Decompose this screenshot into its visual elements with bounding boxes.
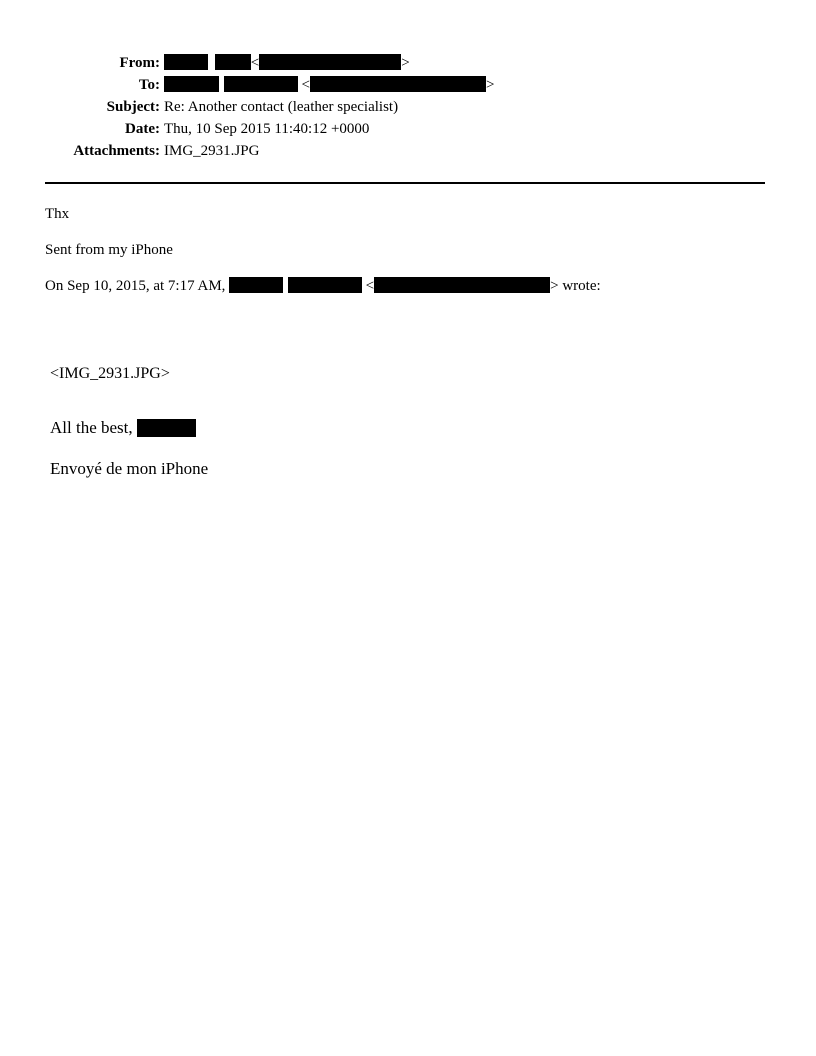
redaction-block — [137, 419, 196, 437]
header-divider — [45, 182, 765, 184]
from-label: From: — [119, 55, 160, 71]
header-from-row — [0, 53, 816, 73]
reply-signature: Sent from my iPhone — [45, 242, 173, 258]
redaction-block — [224, 76, 298, 92]
header-attachments-row — [0, 141, 816, 161]
date-label: Date: — [125, 121, 160, 137]
redaction-block — [164, 54, 208, 70]
quote-intro-lt: < — [365, 278, 375, 294]
date-value: Thu, 10 Sep 2015 11:40:12 +0000 — [164, 121, 370, 137]
quoted-closing — [50, 417, 196, 439]
redaction-block — [288, 277, 362, 293]
to-label: To: — [138, 77, 160, 93]
quote-intro — [45, 276, 601, 296]
from-gt: > — [401, 55, 410, 71]
header-date-row — [0, 119, 816, 139]
from-lt: < — [250, 55, 260, 71]
redaction-block — [310, 76, 486, 92]
to-value — [164, 75, 494, 95]
reply-text: Thx — [45, 206, 70, 222]
redaction-block — [259, 54, 401, 70]
to-lt: < — [301, 77, 310, 93]
redaction-block — [374, 277, 550, 293]
quoted-signature: Envoyé de mon iPhone — [50, 459, 209, 478]
redaction-block — [164, 76, 219, 92]
quoted-closing-text: All the best, — [50, 418, 133, 437]
quoted-attachment: <IMG_2931.JPG> — [50, 365, 170, 382]
quote-intro-suffix: > wrote: — [550, 278, 601, 294]
header-to-row — [0, 75, 816, 95]
to-gt: > — [485, 77, 495, 93]
attachments-label: Attachments: — [73, 143, 160, 159]
header-subject-row — [0, 97, 816, 117]
redaction-block — [229, 277, 283, 293]
attachments-value: IMG_2931.JPG — [164, 143, 260, 159]
subject-label: Subject: — [106, 99, 160, 115]
subject-value: Re: Another contact (leather specialist) — [164, 99, 399, 115]
quote-intro-prefix: On Sep 10, 2015, at 7:17 AM, — [45, 278, 226, 294]
from-value — [164, 53, 410, 73]
redaction-block — [215, 54, 251, 70]
